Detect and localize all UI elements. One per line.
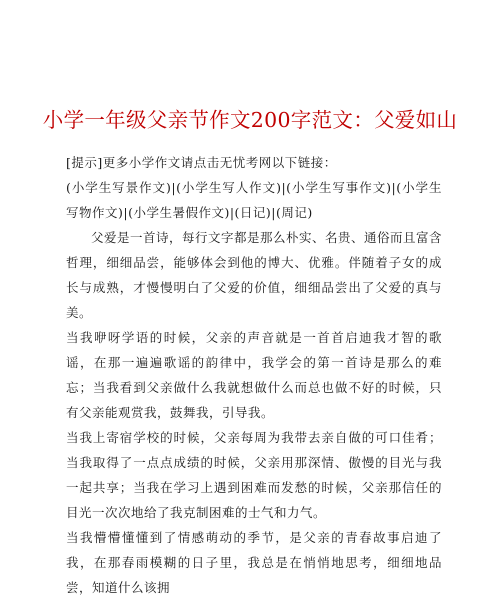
paragraph-3: 当我上寄宿学校的时候，父亲每周为我带去亲自做的可口佳肴；当我取得了一点点成绩的时候，父亲用那深情、傲慢的目光与我一起共享；当我在学习上遇到困难而发愁的时候，父亲那信任的目光一次次地给了我克制困难的士气和力气。 [66,430,442,520]
document-title: 小学一年级父亲节作文200字范文：父爱如山 [42,108,458,132]
paragraph-4: 当我懵懵懂懂到了情感萌动的季节，是父亲的青春故事启迪了我，在那春雨模糊的日子里，我总是在悄悄地思考，细细地品尝，知道什么该拥 [66,530,442,595]
paragraph-intro: 父爱是一首诗，每行文字都是那么朴实、名贵、通俗而且富含哲理，细细品尝，能够体会到他的博大、优雅。伴随着子女的成长与成熟，才慢慢明白了父爱的价值，细细品尝出了父爱的真与美。 [66,230,443,320]
paragraph-2: 当我咿呀学语的时候，父亲的声音就是一首首启迪我才智的歌谣，在那一遍遍歌谣的韵律中，我学会的第一首诗是那么的难忘；当我看到父亲做什么我就想做什么而总也做不好的时候，只有父亲能观赏我，鼓舞我，引导我。 [66,330,442,420]
document-body [66,150,442,600]
category-links[interactable]: (小学生写景作文)|(小学生写人作文)|(小学生写事作文)|(小学生写物作文)|(小学生暑假作文)|(日记)|(周记) [66,180,442,220]
tip-line: [提示]更多小学作文请点击无忧考网以下链接： [66,155,337,170]
